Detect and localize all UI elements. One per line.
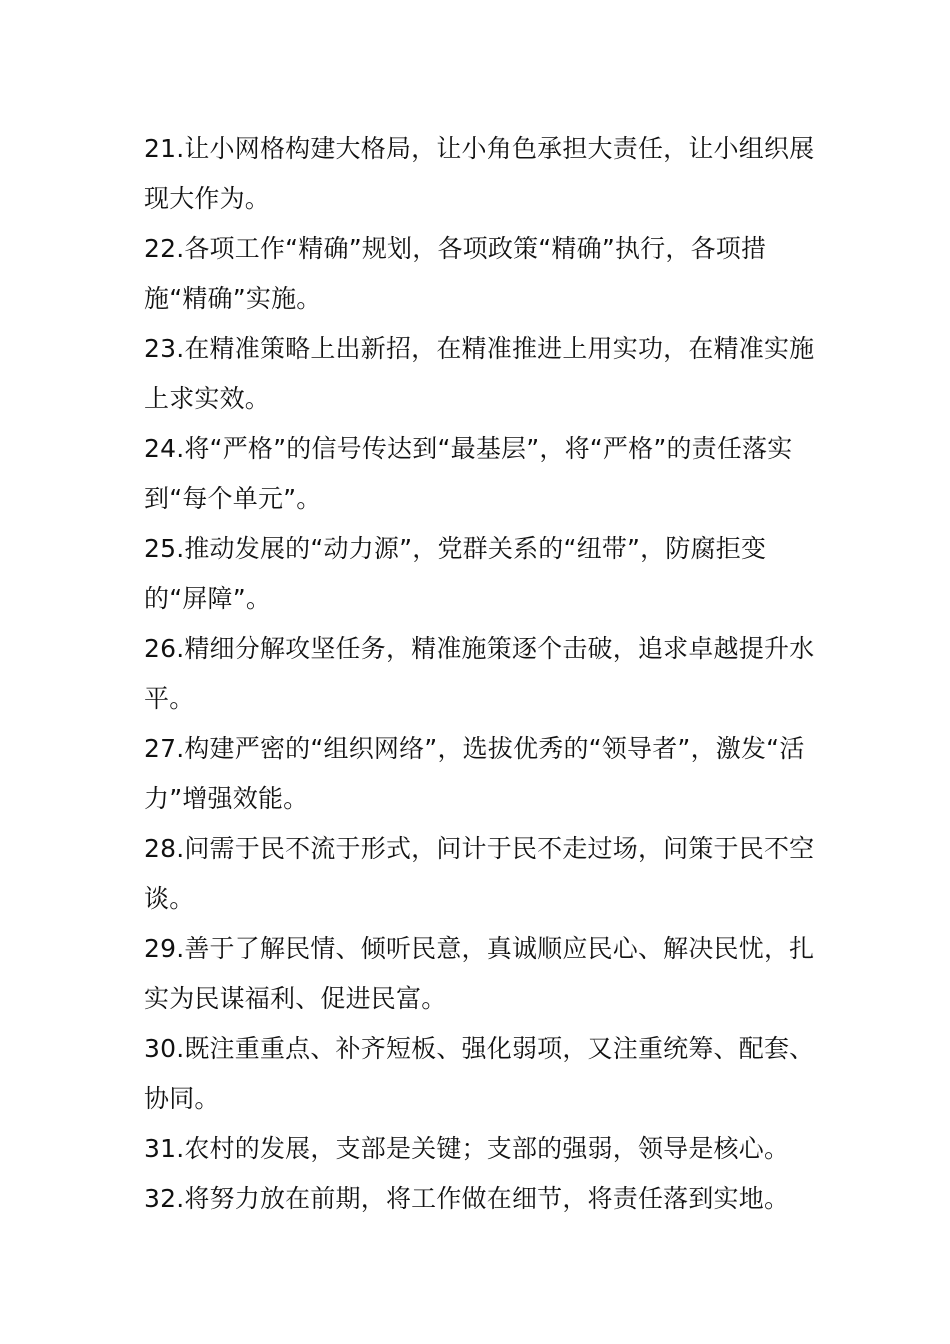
list-item: 31.农村的发展，支部是关键；支部的强弱，领导是核心。 — [144, 1134, 790, 1163]
slogan-list — [144, 124, 824, 1224]
list-item: 30.既注重重点、补齐短板、强化弱项，又注重统筹、配套、协同。 — [144, 1034, 815, 1113]
list-item: 21.让小网格构建大格局，让小角色承担大责任，让小组织展现大作为。 — [144, 134, 815, 213]
list-item: 28.问需于民不流于形式，问计于民不走过场，问策于民不空谈。 — [144, 834, 815, 913]
list-item: 27.构建严密的“组织网络”，选拔优秀的“领导者”，激发“活力”增强效能。 — [144, 734, 805, 813]
list-item: 32.将努力放在前期，将工作做在细节，将责任落到实地。 — [144, 1184, 790, 1213]
list-item: 25.推动发展的“动力源”，党群关系的“纽带”，防腐拒变的“屏障”。 — [144, 534, 767, 613]
list-item: 24.将“严格”的信号传达到“最基层”，将“严格”的责任落实到“每个单元”。 — [144, 434, 793, 513]
list-item: 26.精细分解攻坚任务，精准施策逐个击破，追求卓越提升水平。 — [144, 634, 815, 713]
list-item: 23.在精准策略上出新招，在精准推进上用实功，在精准实施上求实效。 — [144, 334, 815, 413]
list-item: 22.各项工作“精确”规划，各项政策“精确”执行，各项措施“精确”实施。 — [144, 234, 767, 313]
list-item: 29.善于了解民情、倾听民意，真诚顺应民心、解决民忧，扎实为民谋福利、促进民富。 — [144, 934, 815, 1013]
